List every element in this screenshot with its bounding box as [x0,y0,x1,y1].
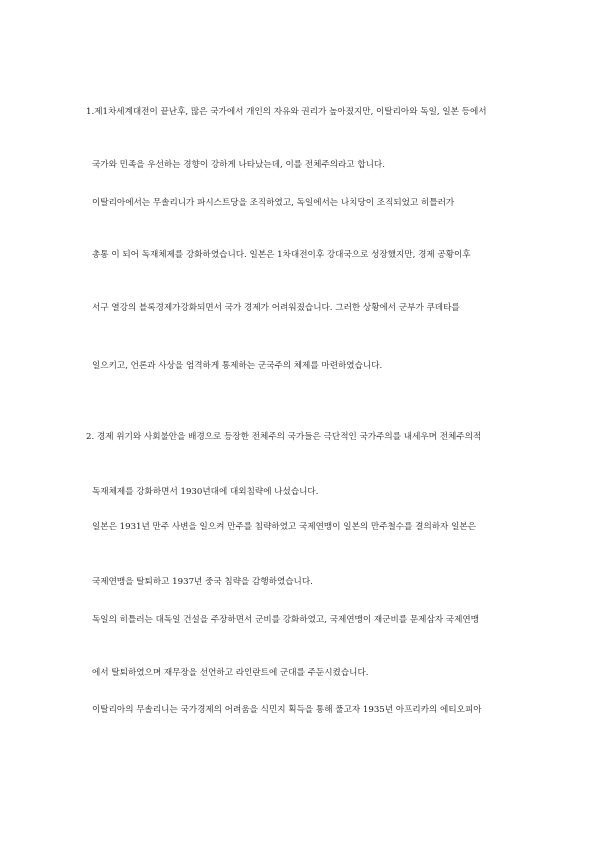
section2-paragraph-5: 독일의 히틀러는 대독일 건설을 주장하면서 군비를 강화하였고, 국제연맹이 재군비를 문제삼자 국제연맹 [92,615,480,625]
section1-paragraph-3: 이탈리아에서는 무솔리니가 파시스트당을 조직하였고, 독일에서는 나치당이 조직되었고 히틀러가 [92,198,455,208]
section1-paragraph-4: 총통 이 되어 독재체제를 강화하였습니다. 일본은 1차대전이후 강대국으로 성장했지만, 경제 공황이후 [92,250,471,260]
section2-paragraph-1: 2. 경제 위기와 사회불안을 배경으로 등장한 전체주의 국가들은 극단적인 국가주의를 내세우며 전체주의적 [86,432,482,442]
section2-paragraph-4: 국제연맹을 탈퇴하고 1937년 중국 침략을 감행하였습니다. [92,577,313,587]
section1-paragraph-1: 1.제1차세계대전이 끝난후, 많은 국가에서 개인의 자유와 권리가 높아졌지만, 이탈리아와 독일, 일본 등에서 [86,107,487,117]
section2-paragraph-7: 이탈리아의 무솔리니는 국가경제의 어려움을 식민지 획득을 통해 풀고자 1935년 아프리카의 에티오피아 [92,705,482,715]
section1-paragraph-5: 서구 열강의 블록경제가강화되면서 국가 경제가 어려워졌습니다. 그러한 상황에서 군부가 쿠데타를 [92,303,460,313]
section2-paragraph-2: 독재체제를 강화하면서 1930년대에 대외침략에 나섰습니다. [92,487,319,497]
section2-paragraph-3: 일본은 1931년 만주 사변을 일으켜 만주를 침략하였고 국제연맹이 일본의 만주철수를 결의하자 일본은 [92,522,476,532]
section2-paragraph-6: 에서 탈퇴하였으며 재무장을 선언하고 라인란트에 군대를 주둔시켰습니다. [92,668,369,678]
section1-paragraph-6: 일으키고, 언론과 사상을 엄격하게 통제하는 군국주의 체제를 마련하였습니다. [92,361,383,371]
section1-paragraph-2: 국가와 민족을 우선하는 경향이 강하게 나타났는데, 이를 전체주의라고 합니다. [92,160,385,170]
